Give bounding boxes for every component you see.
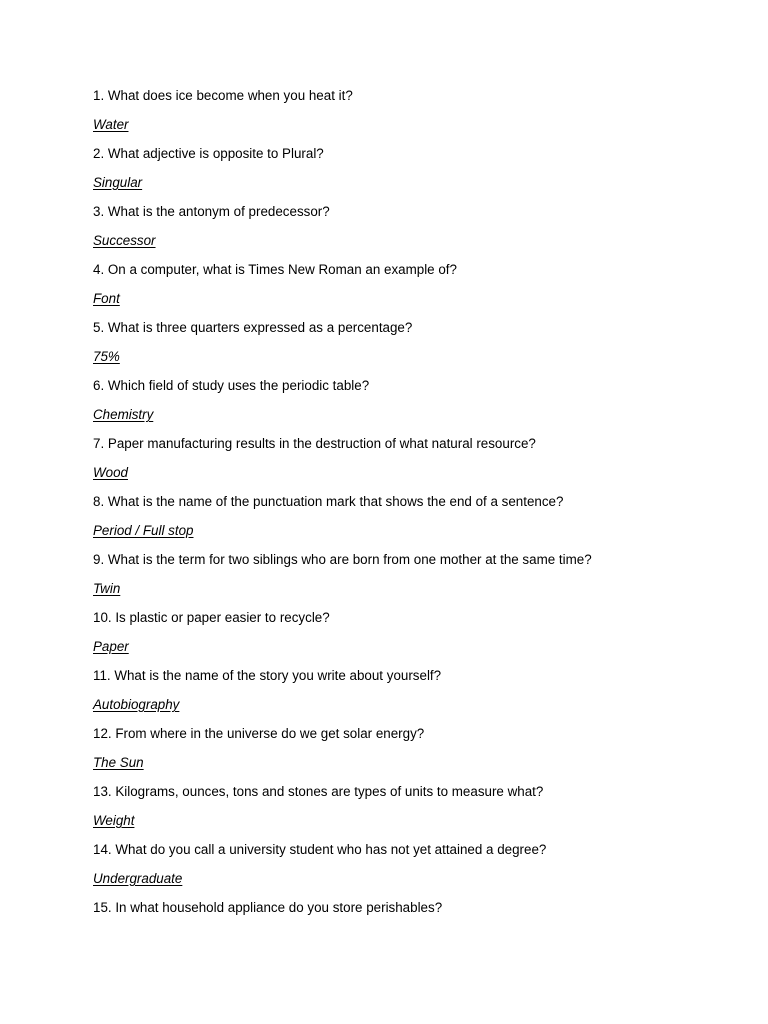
answer-4: Font (93, 291, 120, 306)
answer-1: Water (93, 117, 129, 132)
question-5: 5. What is three quarters expressed as a percentage? (93, 320, 413, 335)
answer-12: The Sun (93, 755, 144, 770)
question-7: 7. Paper manufacturing results in the destruction of what natural resource? (93, 436, 536, 451)
answer-6: Chemistry (93, 407, 154, 422)
answer-9: Twin (93, 581, 121, 596)
question-2: 2. What adjective is opposite to Plural? (93, 146, 324, 161)
question-3: 3. What is the antonym of predecessor? (93, 204, 330, 219)
question-12: 12. From where in the universe do we get solar energy? (93, 726, 425, 741)
answer-2: Singular (93, 175, 143, 190)
answer-3: Successor (93, 233, 156, 248)
answer-7: Wood (93, 465, 128, 480)
question-4: 4. On a computer, what is Times New Roman an example of? (93, 262, 457, 277)
answer-14: Undergraduate (93, 871, 183, 886)
question-13: 13. Kilograms, ounces, tons and stones are types of units to measure what? (93, 784, 544, 799)
question-10: 10. Is plastic or paper easier to recycle? (93, 610, 330, 625)
question-8: 8. What is the name of the punctuation mark that shows the end of a sentence? (93, 494, 564, 509)
question-14: 14. What do you call a university student who has not yet attained a degree? (93, 842, 547, 857)
answer-13: Weight (93, 813, 135, 828)
answer-5: 75% (93, 349, 120, 364)
quiz-page (93, 86, 713, 927)
question-15: 15. In what household appliance do you store perishables? (93, 900, 443, 915)
question-9: 9. What is the term for two siblings who are born from one mother at the same time? (93, 552, 592, 567)
question-11: 11. What is the name of the story you write about yourself? (93, 668, 442, 683)
question-6: 6. Which field of study uses the periodic table? (93, 378, 370, 393)
answer-10: Paper (93, 639, 129, 654)
answer-11: Autobiography (93, 697, 180, 712)
question-1: 1. What does ice become when you heat it? (93, 88, 353, 103)
answer-8: Period / Full stop (93, 523, 194, 538)
